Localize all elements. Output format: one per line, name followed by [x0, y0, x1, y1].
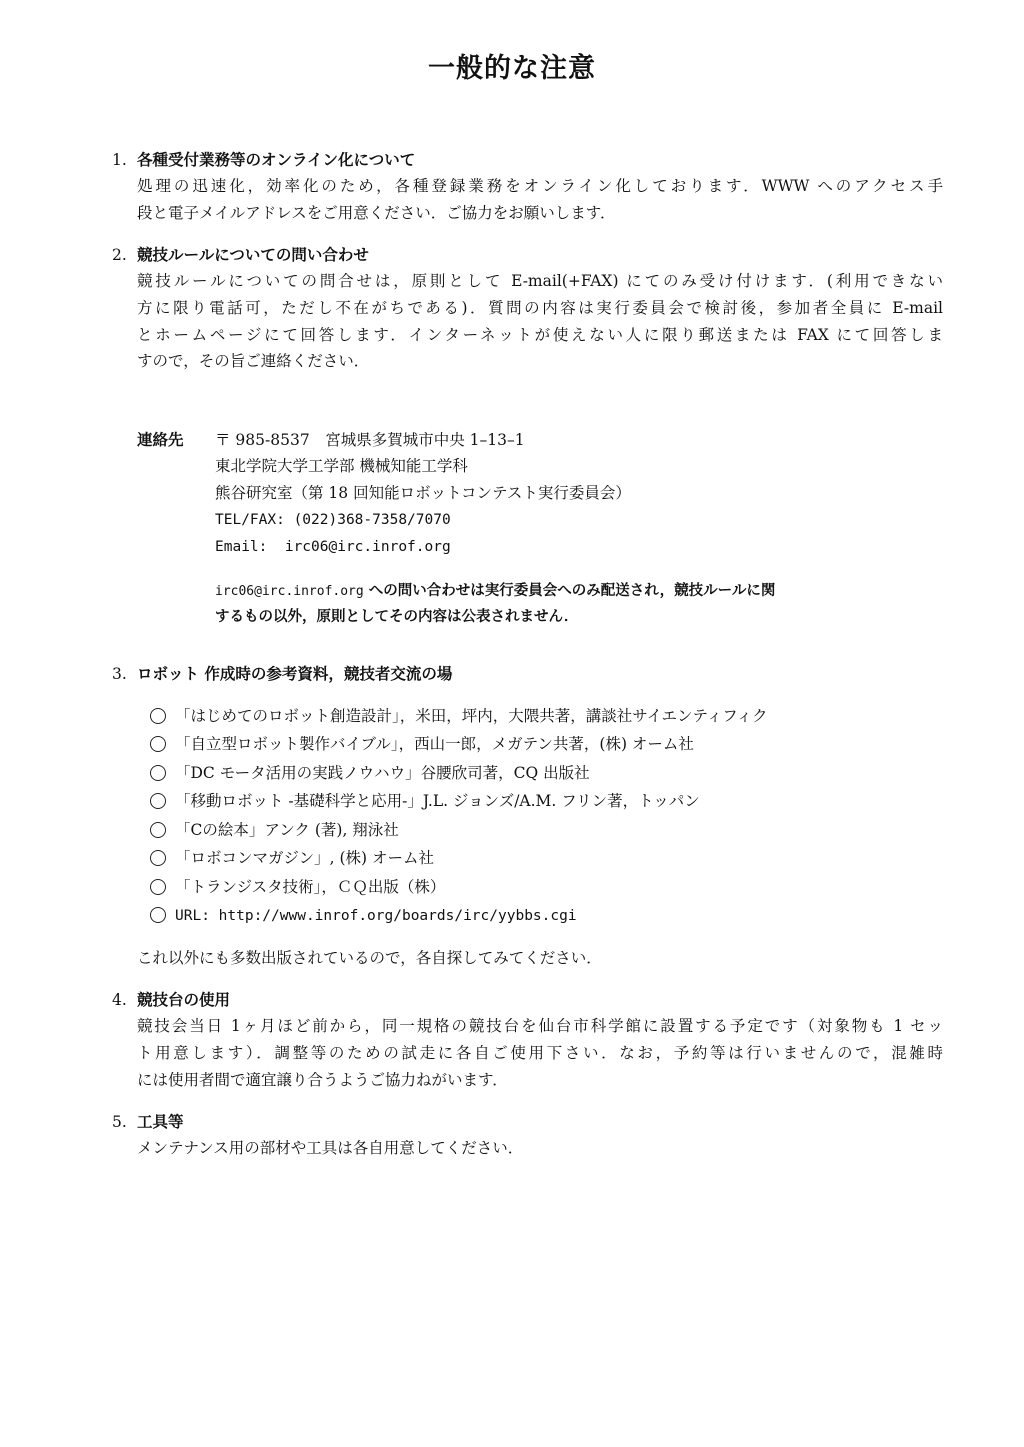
- note-email: irc06@irc.inrof.org: [215, 584, 364, 599]
- paragraph-line: これ以外にも多数出版されているので，各自探してみてください．: [137, 949, 602, 967]
- circle-bullet-icon: [150, 736, 166, 752]
- paragraph-line: ト用意します）．調整等のための試走に各自ご使用下さい．なお，予約等は行いませんので，混雑時: [137, 1044, 943, 1062]
- list-item: [150, 816, 399, 844]
- paragraph-line: とホームページにて回答します．インターネットが使えない人に限り郵送または FAX にて回答しま: [137, 326, 943, 344]
- circle-bullet-icon: [150, 907, 166, 923]
- page-title: 一般的な注意: [428, 53, 596, 84]
- list-item: [150, 702, 768, 730]
- list-item: [150, 844, 434, 872]
- section-number: 5.: [112, 1113, 127, 1131]
- circle-bullet-icon: [150, 708, 166, 724]
- section-number: 2.: [112, 246, 127, 264]
- section-heading: [112, 243, 369, 267]
- section-title: 競技ルールについての問い合わせ: [137, 246, 369, 264]
- paragraph-line: 競技ルールについての問合せは，原則として E-mail(+FAX) にてのみ受け付けます．(利用できない: [137, 272, 943, 290]
- section-number: 3.: [112, 665, 127, 683]
- circle-bullet-icon: [150, 850, 166, 866]
- contact-lab: 熊谷研究室（第 18 回知能ロボットコンテスト実行委員会）: [215, 484, 631, 502]
- reference-text: 「DC モータ活用の実践ノウハウ」谷腰欣司著，CQ 出版社: [175, 764, 590, 782]
- reference-text: 「自立型ロボット製作バイブル」，西山一郎，メガテン共著，(株) オーム社: [175, 735, 694, 753]
- reference-text: 「トランジスタ技術」，ＣＱ出版（株）: [175, 878, 446, 896]
- paragraph-line: メンテナンス用の部材や工具は各自用意してください．: [137, 1139, 524, 1157]
- section-title: 競技台の使用: [137, 991, 231, 1009]
- circle-bullet-icon: [150, 765, 166, 781]
- reference-url: URL: http://www.inrof.org/boards/irc/yybbs.cgi: [175, 908, 577, 924]
- paragraph-line: には使用者間で適宜譲り合うようご協力ねがいます．: [137, 1071, 508, 1089]
- reference-text: 「移動ロボット -基礎科学と応用-」J.L. ジョンズ/A.M. フリン著，トッパン: [175, 792, 700, 810]
- section-heading: [112, 662, 452, 686]
- reference-text: 「はじめてのロボット創造設計」，米田，坪内，大隈共著，講談社サイエンティフィク: [175, 707, 768, 725]
- list-item: [150, 901, 577, 929]
- list-item: [150, 787, 700, 815]
- reference-text: 「ロボコンマガジン」, (株) オーム社: [175, 849, 434, 867]
- contact-email: Email: irc06@irc.inrof.org: [215, 539, 451, 555]
- contact-university: 東北学院大学工学部 機械知能工学科: [215, 457, 468, 475]
- section-number: 1.: [112, 151, 127, 169]
- reference-text: 「Cの絵本」アンク (著), 翔泳社: [175, 821, 399, 839]
- section-heading: [112, 148, 415, 172]
- list-item: [150, 730, 694, 758]
- contact-note-line: [215, 578, 775, 604]
- list-item: [150, 759, 590, 787]
- section-title: 各種受付業務等のオンライン化について: [137, 151, 416, 169]
- paragraph-line: 方に限り電話可，ただし不在がちである)．質問の内容は実行委員会で検討後，参加者全員に E-mail: [137, 299, 943, 317]
- circle-bullet-icon: [150, 793, 166, 809]
- paragraph-line: すので，その旨ご連絡ください．: [137, 352, 370, 370]
- paragraph-line: 処理の迅速化，効率化のため，各種登録業務をオンライン化しております．WWW へのアクセス手: [137, 177, 943, 195]
- contact-address: 〒 985-8537 宮城県多賀城市中央 1–13–1: [215, 431, 525, 449]
- section-title: ロボット 作成時の参考資料，競技者交流の場: [137, 665, 453, 683]
- contact-note-line: するもの以外，原則としてその内容は公表されません．: [215, 609, 579, 625]
- section-number: 4.: [112, 991, 127, 1009]
- circle-bullet-icon: [150, 879, 166, 895]
- circle-bullet-icon: [150, 822, 166, 838]
- list-item: [150, 873, 445, 901]
- contact-tel-fax: TEL/FAX: (022)368-7358/7070: [215, 512, 451, 528]
- contact-label: 連絡先: [137, 431, 184, 449]
- section-heading: [112, 988, 230, 1012]
- paragraph-line: 競技会当日 1ヶ月ほど前から，同一規格の競技台を仙台市科学館に設置する予定です（対象物も 1 セッ: [137, 1017, 943, 1035]
- section-title: 工具等: [137, 1113, 184, 1131]
- note-text: への問い合わせは実行委員会へのみ配送され，競技ルールに関: [363, 583, 776, 599]
- section-heading: [112, 1110, 184, 1134]
- paragraph-line: 段と電子メイルアドレスをご用意ください．ご協力をお願いします．: [137, 204, 616, 222]
